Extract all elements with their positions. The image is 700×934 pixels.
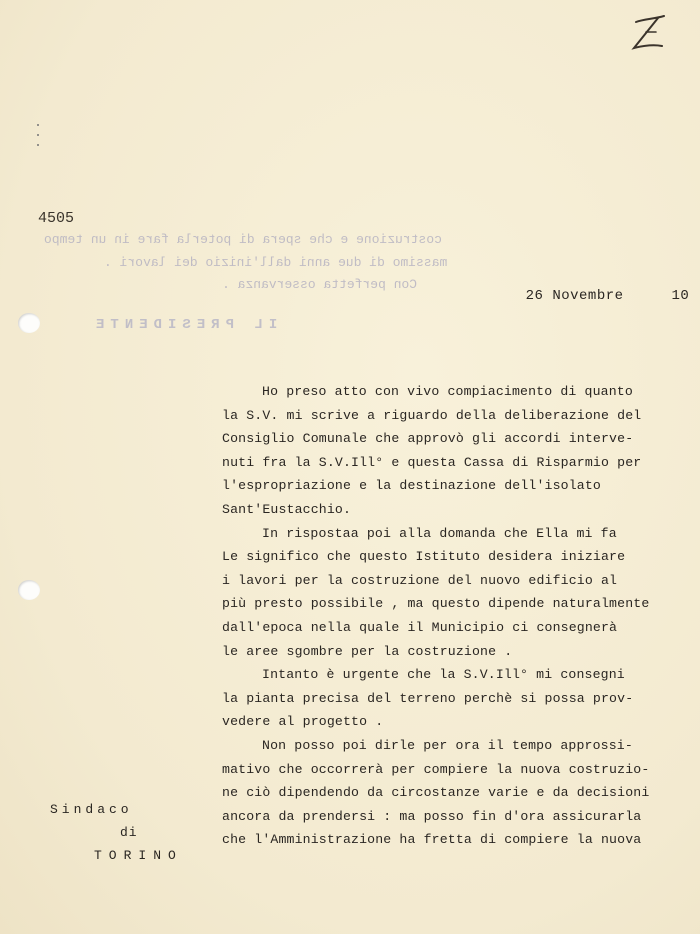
body-line: nuti fra la S.V.Ill° e questa Cassa di Risparmio per xyxy=(222,454,642,470)
punch-hole-top xyxy=(18,313,40,333)
handwritten-page-number xyxy=(628,10,672,54)
body-line: mativo che occorrerà per compiere la nuova costruzio- xyxy=(222,761,650,777)
body-line: la S.V. mi scrive a riguardo della deliberazione del xyxy=(222,407,642,423)
body-line: Le significo che questo Istituto desidera iniziare xyxy=(222,549,626,565)
show-through-line-2: massimo di due anni dall'inizio dei lavori . xyxy=(104,255,448,270)
show-through-line-1: costruzione e che spera di poterla fare in un tempo xyxy=(44,232,442,247)
body-line: dall'epoca nella quale il Municipio ci consegnerà xyxy=(222,619,618,635)
body-line: vedere al progetto . xyxy=(222,714,384,730)
addressee-title: Sindaco xyxy=(50,802,133,817)
body-line: Non posso poi dirle per ora il tempo approssi- xyxy=(262,737,633,753)
body-line: che l'Amministrazione ha fretta di compiere la nuova xyxy=(222,832,642,848)
date-year: 10 xyxy=(671,288,690,304)
addressee-city: TORINO xyxy=(94,848,183,863)
margin-dots xyxy=(37,124,39,154)
body-line: l'espropriazione e la destinazione dell'isolato xyxy=(222,478,601,494)
body-line: Sant'Eustacchio. xyxy=(222,501,352,517)
letter-body xyxy=(222,380,682,852)
letter-date xyxy=(490,272,689,320)
body-line: i lavori per la costruzione del nuovo edificio al xyxy=(222,572,618,588)
body-line: ne ciò dipendendo da circostanze varie e da decisioni xyxy=(222,785,650,801)
body-line: le aree sgombre per la costruzione . xyxy=(222,643,513,659)
body-line: Intanto è urgente che la S.V.Ill° mi consegni xyxy=(262,667,625,683)
addressee-preposition: di xyxy=(120,825,138,840)
body-line: ancora da prendersi : ma posso fin d'ora assicurarla xyxy=(222,808,642,824)
body-line: la pianta precisa del terreno perchè si possa prov- xyxy=(222,690,634,706)
document-number: 4505 xyxy=(38,210,75,227)
body-line: Ho preso atto con vivo compiacimento di quanto xyxy=(262,384,633,399)
addressee-block xyxy=(50,798,183,867)
show-through-line-3: Con perfetta osservanza . xyxy=(222,277,418,292)
show-through-title: IL PRESIDENTE xyxy=(90,317,278,333)
body-line: Consiglio Comunale che approvò gli accordi interve- xyxy=(222,431,634,447)
body-line: più presto possibile , ma questo dipende naturalmente xyxy=(222,596,650,612)
body-line: In rispostaa poi alla domanda che Ella mi fa xyxy=(262,525,617,541)
punch-hole-bottom xyxy=(18,580,40,600)
date-day-month: 26 Novembre xyxy=(525,288,624,304)
